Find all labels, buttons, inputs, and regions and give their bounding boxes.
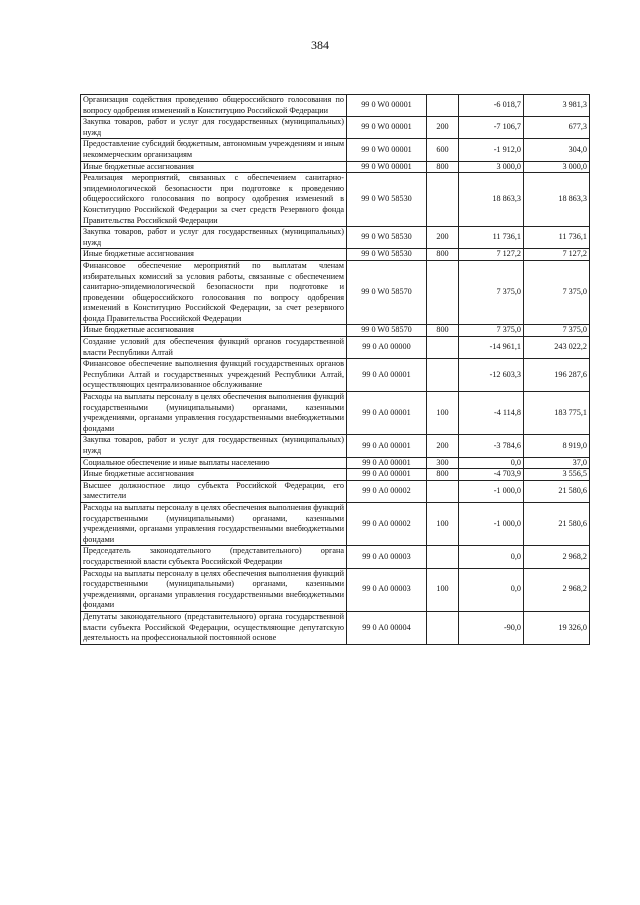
row-change-amount-cell: -3 784,6: [459, 435, 524, 457]
table-row: [81, 227, 590, 249]
row-expense-type-cell: 200: [427, 117, 459, 139]
row-change-amount-cell: 7 127,2: [459, 249, 524, 261]
row-code-cell: 99 0 W0 00001: [347, 139, 427, 161]
row-total-amount-cell: 19 326,0: [524, 611, 590, 644]
row-code-cell: 99 0 A0 00001: [347, 435, 427, 457]
row-name-cell: Иные бюджетные ассигнования: [81, 325, 347, 337]
row-expense-type-cell: 300: [427, 457, 459, 469]
row-code-cell: 99 0 W0 58530: [347, 249, 427, 261]
row-total-amount-cell: 243 022,2: [524, 337, 590, 359]
row-total-amount-cell: 8 919,0: [524, 435, 590, 457]
row-change-amount-cell: -90,0: [459, 611, 524, 644]
row-name-cell: Депутаты законодательного (представительного) органа государственной власти субъекта Российской Федерации, осуществляющие депутатскую деятельность на профессиональной постоянной основе: [81, 611, 347, 644]
row-change-amount-cell: 18 863,3: [459, 173, 524, 227]
row-change-amount-cell: 0,0: [459, 546, 524, 568]
row-code-cell: 99 0 A0 00004: [347, 611, 427, 644]
row-code-cell: 99 0 A0 00001: [347, 457, 427, 469]
row-code-cell: 99 0 W0 58530: [347, 173, 427, 227]
row-name-cell: Высшее должностное лицо субъекта Российской Федерации, его заместители: [81, 480, 347, 502]
table-row: [81, 611, 590, 644]
table-row: [81, 502, 590, 545]
row-code-cell: 99 0 A0 00002: [347, 480, 427, 502]
table-row: [81, 337, 590, 359]
table-row: [81, 435, 590, 457]
table-row: [81, 117, 590, 139]
row-change-amount-cell: -4 703,9: [459, 469, 524, 481]
row-code-cell: 99 0 A0 00002: [347, 502, 427, 545]
row-expense-type-cell: [427, 95, 459, 117]
row-code-cell: 99 0 A0 00001: [347, 359, 427, 392]
table-row: [81, 359, 590, 392]
row-expense-type-cell: 100: [427, 392, 459, 435]
row-total-amount-cell: 3 981,3: [524, 95, 590, 117]
budget-table: [80, 94, 590, 645]
row-change-amount-cell: 11 736,1: [459, 227, 524, 249]
table-row: [81, 95, 590, 117]
row-name-cell: Организация содействия проведению общероссийского голосования по вопросу одобрения изменений в Конституцию Российской Федерации: [81, 95, 347, 117]
row-name-cell: Иные бюджетные ассигнования: [81, 249, 347, 261]
table-row: [81, 260, 590, 325]
row-code-cell: 99 0 W0 58570: [347, 325, 427, 337]
row-change-amount-cell: -1 000,0: [459, 480, 524, 502]
row-total-amount-cell: 183 775,1: [524, 392, 590, 435]
table-row: [81, 161, 590, 173]
row-change-amount-cell: 7 375,0: [459, 325, 524, 337]
row-name-cell: Реализация мероприятий, связанных с обеспечением санитарно-эпидемиологической безопасности при подготовке к проведению общероссийского голосования по вопросу одобрения изменений в Конституцию Российской Федерации за счет средств Резервного фонда Правительства Российской Федерации: [81, 173, 347, 227]
row-total-amount-cell: 11 736,1: [524, 227, 590, 249]
budget-table-body: [81, 95, 590, 645]
row-name-cell: Иные бюджетные ассигнования: [81, 161, 347, 173]
row-code-cell: 99 0 A0 00003: [347, 568, 427, 611]
row-code-cell: 99 0 A0 00001: [347, 469, 427, 481]
table-row: [81, 392, 590, 435]
row-change-amount-cell: 0,0: [459, 568, 524, 611]
row-name-cell: Социальное обеспечение и иные выплаты населению: [81, 457, 347, 469]
row-change-amount-cell: 3 000,0: [459, 161, 524, 173]
table-row: [81, 249, 590, 261]
row-name-cell: Финансовое обеспечение мероприятий по выплатам членам избирательных комиссий за условия работы, связанные с обеспечением санитарно-эпидемиологической безопасности при подготовке и проведении общероссийского голосования по вопросу одобрения изменений в Конституцию Российской Федерации, за счет резервного фонда Правительства Российской Федерации: [81, 260, 347, 325]
row-change-amount-cell: -7 106,7: [459, 117, 524, 139]
row-total-amount-cell: 2 968,2: [524, 568, 590, 611]
row-expense-type-cell: 600: [427, 139, 459, 161]
row-change-amount-cell: 7 375,0: [459, 260, 524, 325]
row-code-cell: 99 0 A0 00000: [347, 337, 427, 359]
row-expense-type-cell: [427, 359, 459, 392]
table-row: [81, 173, 590, 227]
row-name-cell: Закупка товаров, работ и услуг для государственных (муниципальных) нужд: [81, 435, 347, 457]
row-total-amount-cell: 196 287,6: [524, 359, 590, 392]
row-total-amount-cell: 21 580,6: [524, 480, 590, 502]
row-total-amount-cell: 3 556,5: [524, 469, 590, 481]
row-name-cell: Предоставление субсидий бюджетным, автономным учреждениям и иным некоммерческим организациям: [81, 139, 347, 161]
row-name-cell: Расходы на выплаты персоналу в целях обеспечения выполнения функций государственными (муниципальными) органами, казенными учреждениями, органами управления государственными внебюджетными фондами: [81, 392, 347, 435]
row-expense-type-cell: [427, 260, 459, 325]
row-name-cell: Расходы на выплаты персоналу в целях обеспечения выполнения функций государственными (муниципальными) органами, казенными учреждениями, органами управления государственными внебюджетными фондами: [81, 568, 347, 611]
row-total-amount-cell: 7 127,2: [524, 249, 590, 261]
table-row: [81, 457, 590, 469]
row-code-cell: 99 0 W0 00001: [347, 161, 427, 173]
table-row: [81, 139, 590, 161]
row-change-amount-cell: -1 912,0: [459, 139, 524, 161]
row-change-amount-cell: -12 603,3: [459, 359, 524, 392]
table-row: [81, 568, 590, 611]
row-total-amount-cell: 37,0: [524, 457, 590, 469]
table-row: [81, 469, 590, 481]
row-expense-type-cell: 200: [427, 227, 459, 249]
row-total-amount-cell: 18 863,3: [524, 173, 590, 227]
row-change-amount-cell: -4 114,8: [459, 392, 524, 435]
row-total-amount-cell: 304,0: [524, 139, 590, 161]
row-total-amount-cell: 7 375,0: [524, 260, 590, 325]
row-name-cell: Закупка товаров, работ и услуг для государственных (муниципальных) нужд: [81, 117, 347, 139]
row-name-cell: Финансовое обеспечение выполнения функций государственных органов Республики Алтай и государственных учреждений Республики Алтай, осуществляющих централизованное обслуживание: [81, 359, 347, 392]
row-total-amount-cell: 21 580,6: [524, 502, 590, 545]
row-total-amount-cell: 2 968,2: [524, 546, 590, 568]
row-name-cell: Закупка товаров, работ и услуг для государственных (муниципальных) нужд: [81, 227, 347, 249]
row-name-cell: Председатель законодательного (представительного) органа государственной власти субъекта Российской Федерации: [81, 546, 347, 568]
row-expense-type-cell: [427, 337, 459, 359]
row-code-cell: 99 0 A0 00003: [347, 546, 427, 568]
row-change-amount-cell: -1 000,0: [459, 502, 524, 545]
row-name-cell: Расходы на выплаты персоналу в целях обеспечения выполнения функций государственными (муниципальными) органами, казенными учреждениями, органами управления государственными внебюджетными фондами: [81, 502, 347, 545]
row-expense-type-cell: [427, 611, 459, 644]
row-total-amount-cell: 7 375,0: [524, 325, 590, 337]
row-change-amount-cell: 0,0: [459, 457, 524, 469]
row-code-cell: 99 0 A0 00001: [347, 392, 427, 435]
row-code-cell: 99 0 W0 58570: [347, 260, 427, 325]
row-expense-type-cell: 100: [427, 502, 459, 545]
row-expense-type-cell: [427, 173, 459, 227]
row-expense-type-cell: 800: [427, 469, 459, 481]
row-expense-type-cell: [427, 546, 459, 568]
row-code-cell: 99 0 W0 00001: [347, 95, 427, 117]
row-total-amount-cell: 3 000,0: [524, 161, 590, 173]
row-expense-type-cell: 800: [427, 161, 459, 173]
table-row: [81, 546, 590, 568]
row-code-cell: 99 0 W0 00001: [347, 117, 427, 139]
row-expense-type-cell: 200: [427, 435, 459, 457]
row-expense-type-cell: 100: [427, 568, 459, 611]
row-expense-type-cell: 800: [427, 249, 459, 261]
row-change-amount-cell: -14 961,1: [459, 337, 524, 359]
page-number: 384: [311, 38, 329, 52]
table-row: [81, 480, 590, 502]
row-name-cell: Создание условий для обеспечения функций органов государственной власти Республики Алтай: [81, 337, 347, 359]
row-code-cell: 99 0 W0 58530: [347, 227, 427, 249]
row-expense-type-cell: 800: [427, 325, 459, 337]
row-change-amount-cell: -6 018,7: [459, 95, 524, 117]
table-row: [81, 325, 590, 337]
row-name-cell: Иные бюджетные ассигнования: [81, 469, 347, 481]
row-total-amount-cell: 677,3: [524, 117, 590, 139]
row-expense-type-cell: [427, 480, 459, 502]
